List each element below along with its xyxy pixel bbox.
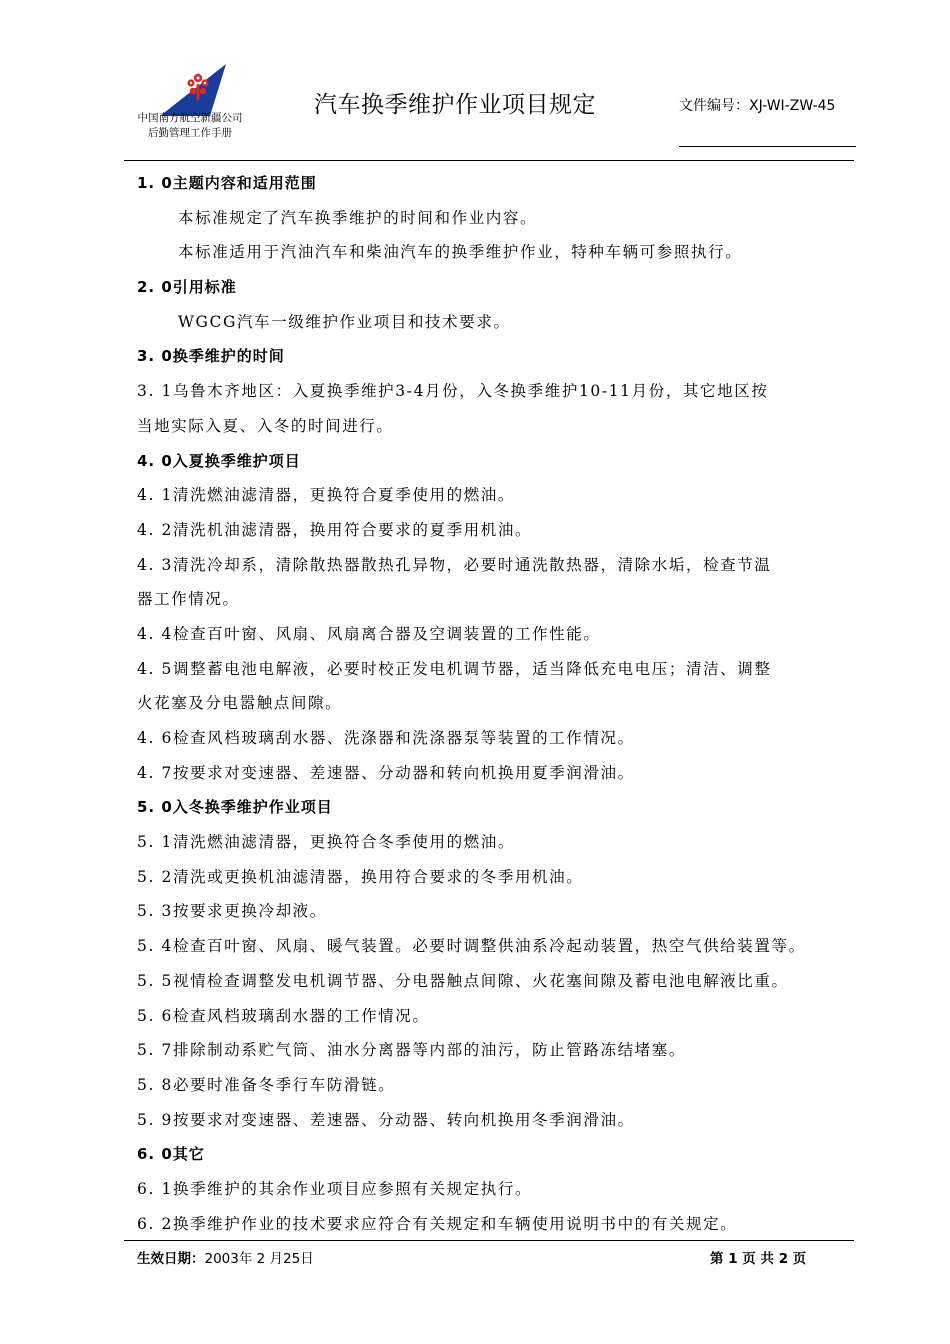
section-heading: 3. 0换季维护的时间 — [137, 347, 285, 366]
body-text-line: 器工作情况。 — [137, 590, 240, 609]
document-body — [137, 166, 867, 1241]
body-text-line: 5. 3按要求更换冷却液。 — [137, 902, 327, 921]
body-text-line: 5. 7排除制动系贮气筒、油水分离器等内部的油污，防止管路冻结堵塞。 — [137, 1041, 686, 1060]
body-text-line: 4. 5调整蓄电池电解液，必要时校正发电机调节器，适当降低充电电压；清洁、调整 — [137, 659, 772, 678]
body-text-line: 5. 5视情检查调整发电机调节器、分电器触点间隙、火花塞间隙及蓄电池电解液比重。 — [137, 971, 789, 990]
body-text-line: 4. 4检查百叶窗、风扇、风扇离合器及空调装置的工作性能。 — [137, 624, 601, 643]
body-text-line: 本标准适用于汽油汽车和柴油汽车的换季维护作业，特种车辆可参照执行。 — [178, 243, 743, 262]
body-text-line: 5. 2清洗或更换机油滤清器，换用符合要求的冬季用机油。 — [137, 867, 584, 886]
body-text-line: 4. 3清洗冷却系，清除散热器散热孔异物，必要时通洗散热器，清除水垢，检查节温 — [137, 555, 772, 574]
company-line-2: 后勤管理工作手册 — [148, 127, 232, 139]
body-text-line: 5. 4检查百叶窗、风扇、暖气装置。必要时调整供油系冷起动装置，热空气供给装置等。 — [137, 937, 806, 956]
body-text-line: 5. 8必要时准备冬季行车防滑链。 — [137, 1075, 396, 1094]
section-heading: 4. 0入夏换季维护项目 — [137, 451, 301, 470]
body-text-line: 6. 2换季维护作业的技术要求应符合有关规定和车辆使用说明书中的有关规定。 — [137, 1214, 738, 1233]
body-text-line: 3. 1乌鲁木齐地区：入夏换季维护3-4月份，入冬换季维护10-11月份，其它地区按 — [137, 382, 769, 401]
company-line-1: 中国南方航空新疆公司 — [137, 112, 243, 124]
document-title: 汽车换季维护作业项目规定 — [314, 92, 596, 118]
section-heading: 5. 0入冬换季维护作业项目 — [137, 798, 333, 817]
document-number-underline — [679, 146, 856, 147]
body-text-line: 4. 1清洗燃油滤清器，更换符合夏季使用的燃油。 — [137, 486, 515, 505]
section-heading: 6. 0其它 — [137, 1145, 205, 1164]
effective-date-value: 2003年 2 月25日 — [204, 1251, 314, 1267]
body-text-line: 4. 6检查风档玻璃刮水器、洗涤器和洗涤器泵等装置的工作情况。 — [137, 729, 635, 747]
effective-date — [137, 1247, 314, 1267]
page-info — [710, 1247, 806, 1267]
china-southern-logo-icon — [160, 64, 226, 116]
header-divider — [124, 160, 854, 161]
section-heading: 2. 0引用标准 — [137, 278, 237, 297]
body-text-line: 本标准规定了汽车换季维护的时间和作业内容。 — [178, 208, 538, 227]
body-text-line: 火花塞及分电嚣触点间隙。 — [137, 694, 343, 713]
page-info-text: 第 1 页 共 2 页 — [710, 1251, 807, 1267]
company-name — [120, 111, 260, 141]
body-text-line: 5. 1清洗燃油滤清器，更换符合冬季使用的燃油。 — [137, 833, 515, 852]
body-text-line: 4. 7按要求对变速器、差速器、分动器和转向机换用夏季润滑油。 — [137, 763, 635, 782]
effective-date-label: 生效日期： — [137, 1251, 205, 1267]
body-text-line: 6. 1换季维护的其余作业项目应参照有关规定执行。 — [137, 1179, 533, 1198]
footer-divider — [124, 1240, 854, 1241]
section-heading: 1. 0主题内容和适用范围 — [137, 174, 317, 192]
body-text-line: 4. 2清洗机油滤清器，换用符合要求的夏季用机油。 — [137, 520, 533, 539]
document-number: 文件编号：XJ-WI-ZW-45 — [679, 98, 836, 114]
body-text-line: 当地实际入夏、入冬的时间进行。 — [137, 416, 394, 435]
body-text-line: WGCG汽车一级维护作业项目和技术要求。 — [178, 312, 511, 331]
body-text-line: 5. 6检查风档玻璃刮水器的工作情况。 — [137, 1006, 430, 1025]
body-text-line: 5. 9按要求对变速器、差速器、分动器、转向机换用冬季润滑油。 — [137, 1110, 635, 1129]
